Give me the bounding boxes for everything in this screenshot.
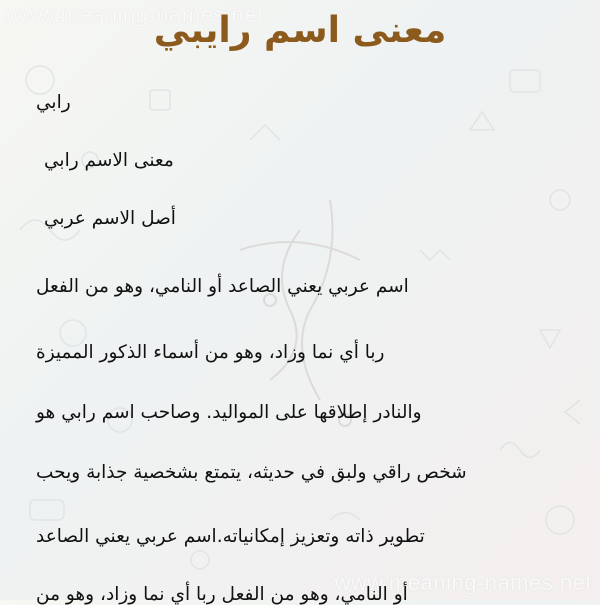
- article-line: شخص راقي ولبق في حديثه، يتمتع بشخصية جذابة ويحب: [36, 462, 467, 483]
- article-line: معنى الاسم رابي: [44, 150, 174, 171]
- site-watermark-bottom: www.meaning-names.net: [334, 570, 592, 595]
- site-watermark-top: www.meaning-names.net: [6, 2, 264, 27]
- article-line: رابي: [36, 92, 71, 113]
- page-title: معنى اسم رايبي: [153, 10, 447, 51]
- article-line: ربا أي نما وزاد، وهو من أسماء الذكور المميزة: [36, 342, 385, 363]
- article-line: أصل الاسم عربي: [44, 208, 176, 229]
- article-line: والنادر إطلاقها على المواليد. وصاحب اسم رابي هو: [36, 402, 422, 423]
- article-line: أو النامي، وهو من الفعل ربا أي نما وزاد، وهو من: [36, 584, 408, 605]
- article-line: اسم عربي يعني الصاعد أو النامي، وهو من الفعل: [36, 276, 409, 297]
- article-line: تطوير ذاته وتعزيز إمكانياته.اسم عربي يعني الصاعد: [36, 526, 425, 547]
